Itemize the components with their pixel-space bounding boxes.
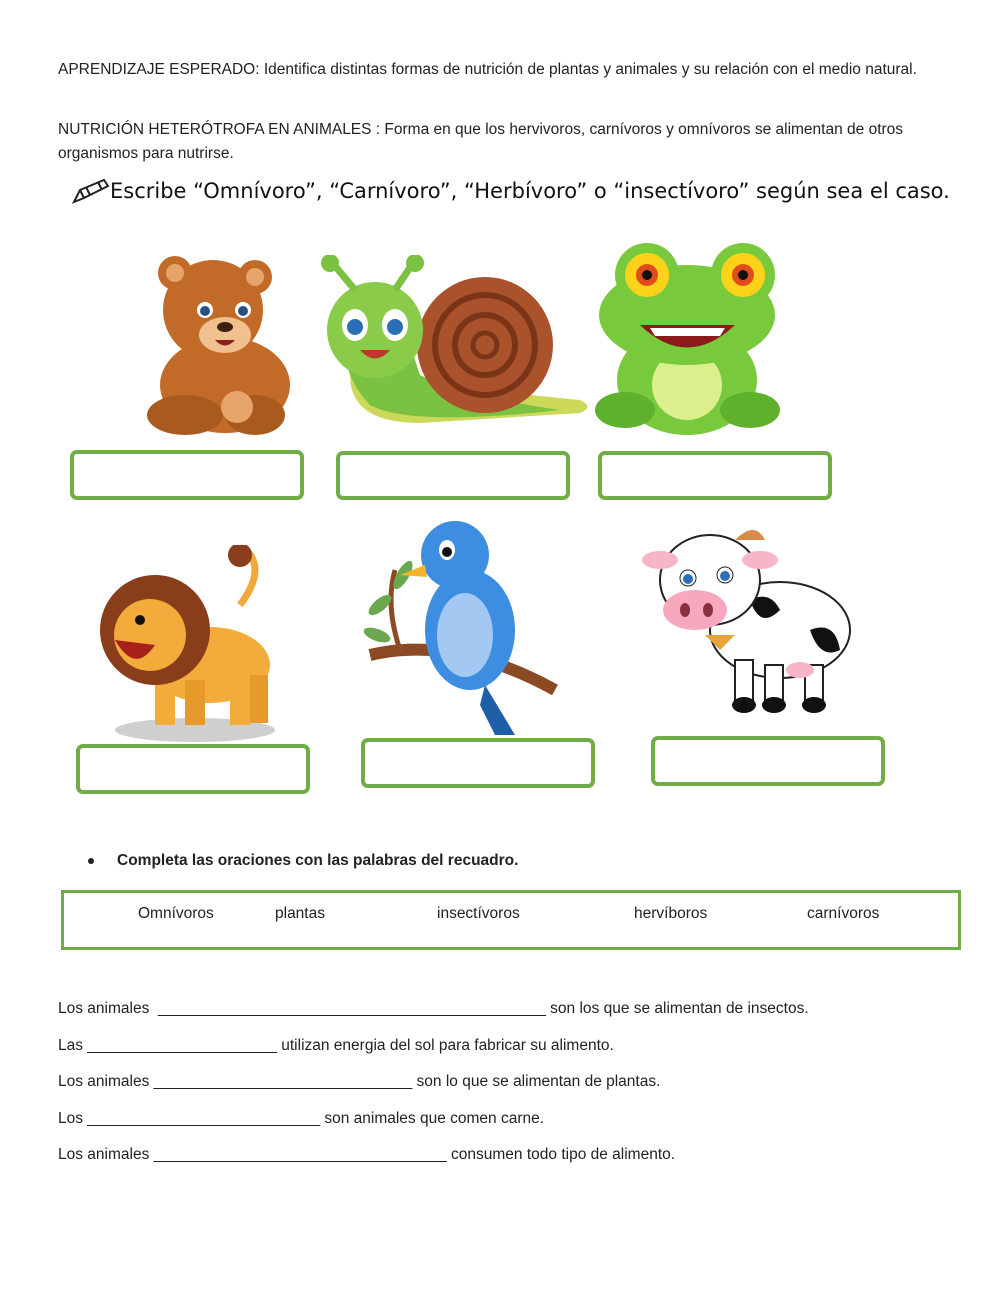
fill-in-sentence[interactable]: Los animales __________________________________ consumen todo tipo de alimento. [58, 1146, 676, 1163]
learning-objective: APRENDIZAJE ESPERADO: Identifica distintas formas de nutrición de plantas y animales y su relación con el medio natural. [58, 61, 917, 78]
frog-illustration [595, 240, 780, 440]
lion-illustration [95, 545, 285, 745]
bullet-point [88, 858, 94, 864]
pencil-icon [70, 176, 110, 206]
word-bank-item: plantas [275, 905, 325, 922]
word-bank-item: insectívoros [437, 905, 520, 922]
fill-in-sentence[interactable]: Los animales _____________________________________________ son los que se alimentan de insectos. [58, 1000, 809, 1017]
answer-box-bird[interactable] [361, 738, 595, 788]
activity2-instruction: Completa las oraciones con las palabras del recuadro. [117, 852, 519, 869]
word-bank-item: carnívoros [807, 905, 880, 922]
fill-in-sentence[interactable]: Las ______________________ utilizan energia del sol para fabricar su alimento. [58, 1037, 614, 1054]
heterotrophic-nutrition-definition: NUTRICIÓN HETERÓTROFA EN ANIMALES : Forma en que los hervivoros, carnívoros y omnívoros se alimentan de otros organismos para nutrirse. [58, 121, 904, 162]
word-bank-item: Omnívoros [138, 905, 214, 922]
answer-box-lion[interactable] [76, 744, 310, 794]
snail-illustration [310, 255, 600, 435]
answer-box-bear[interactable] [70, 450, 304, 500]
fill-in-sentence[interactable]: Los ___________________________ son animales que comen carne. [58, 1110, 545, 1127]
answer-box-cow[interactable] [651, 736, 885, 786]
answer-box-snail[interactable] [336, 451, 570, 500]
activity1-instruction: Escribe “Omnívoro”, “Carnívoro”, “Herbívoro” o “insectívoro” según sea el caso. [110, 179, 950, 203]
word-bank-item: hervíboros [634, 905, 708, 922]
fill-in-sentence[interactable]: Los animales ______________________________ son lo que se alimentan de plantas. [58, 1073, 661, 1090]
bird-illustration [355, 515, 565, 740]
bear-illustration [125, 255, 305, 440]
cow-illustration [640, 520, 865, 720]
answer-box-frog[interactable] [598, 451, 832, 500]
